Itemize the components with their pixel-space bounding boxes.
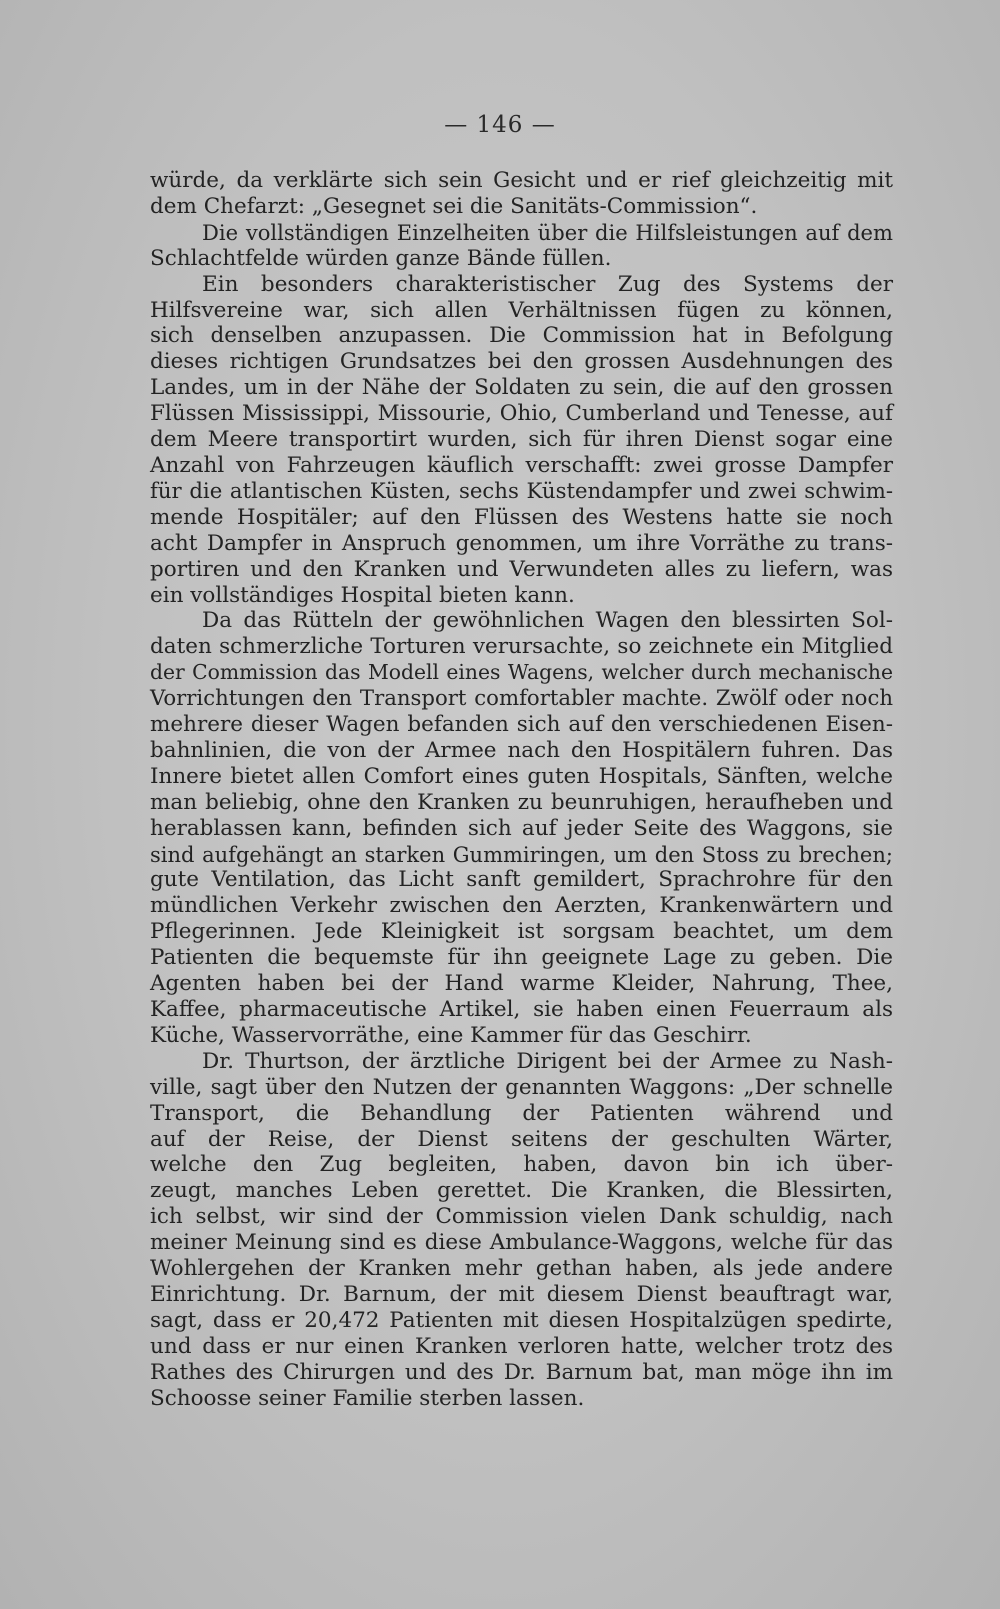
- text-line: herablassen kann, befinden sich auf jeder Seite des Waggons, sie: [150, 815, 893, 841]
- text-line: sind aufgehängt an starken Gummiringen, um den Stoss zu brechen;: [150, 841, 893, 867]
- text-line: welche den Zug begleiten, haben, davon bin ich über-: [150, 1152, 893, 1178]
- text-line: Innere bietet allen Comfort eines guten Hospitals, Sänften, welche: [150, 763, 893, 789]
- text-line: sich denselben anzupassen. Die Commission hat in Befolgung: [150, 323, 893, 349]
- text-line: mende Hospitäler; auf den Flüssen des Westens hatte sie noch: [150, 504, 893, 530]
- text-line: ich selbst, wir sind der Commission vielen Dank schuldig, nach: [150, 1204, 893, 1230]
- text-line: man beliebig, ohne den Kranken zu beunruhigen, heraufheben und: [150, 789, 893, 815]
- text-line: Ein besonders charakteristischer Zug des Systems der: [202, 271, 893, 297]
- text-line: zeugt, manches Leben gerettet. Die Kranken, die Blessirten,: [150, 1178, 893, 1204]
- text-line: Schoosse seiner Familie sterben lassen.: [150, 1385, 585, 1411]
- text-line: Agenten haben bei der Hand warme Kleider, Nahrung, Thee,: [150, 971, 893, 997]
- text-line: Kaffee, pharmaceutische Artikel, sie haben einen Feuerraum als: [150, 997, 893, 1022]
- text-line: Schlachtfelde würden ganze Bände füllen.: [150, 245, 612, 271]
- text-line: Da das Rütteln der gewöhnlichen Wagen den blessirten Sol-: [202, 608, 893, 634]
- text-line: Flüssen Mississippi, Missourie, Ohio, Cumberland und Tenesse, auf: [150, 401, 893, 427]
- text-line: mündlichen Verkehr zwischen den Aerzten, Krankenwärtern und: [150, 893, 893, 919]
- text-line: ein vollständiges Hospital bieten kann.: [150, 582, 575, 608]
- text-line: Einrichtung. Dr. Barnum, der mit diesem Dienst beauftragt war,: [150, 1281, 893, 1307]
- text-line: Transport, die Behandlung der Patienten während und: [150, 1100, 893, 1126]
- text-line: portiren und den Kranken und Verwundeten alles zu liefern, was: [150, 556, 893, 582]
- page-number: — 146 —: [444, 112, 556, 138]
- text-line: Patienten die bequemste für ihn geeignete Lage zu geben. Die: [150, 945, 893, 971]
- text-line: und dass er nur einen Kranken verloren hatte, welcher trotz des: [150, 1333, 893, 1359]
- text-line: für die atlantischen Küsten, sechs Küstendampfer und zwei schwim-: [150, 478, 893, 504]
- text-line: dem Chefarzt: „Gesegnet sei die Sanitäts-Commission“.: [150, 193, 758, 219]
- text-line: Anzahl von Fahrzeugen käuflich verschafft: zwei grosse Dampfer: [150, 452, 893, 478]
- text-line: der Commission das Modell eines Wagens, welcher durch mechanische: [150, 660, 893, 685]
- text-line: bahnlinien, die von der Armee nach den Hospitälern fuhren. Das: [150, 737, 893, 763]
- text-line: dem Meere transportirt wurden, sich für ihren Dienst sogar eine: [150, 427, 893, 453]
- text-line: Vorrichtungen den Transport comfortabler machte. Zwölf oder noch: [150, 686, 893, 712]
- text-line: ville, sagt über den Nutzen der genannten Waggons: „Der schnelle: [150, 1074, 893, 1100]
- text-line: Rathes des Chirurgen und des Dr. Barnum bat, man möge ihn im: [150, 1359, 893, 1385]
- text-line: Landes, um in der Nähe der Soldaten zu sein, die auf den grossen: [150, 375, 893, 401]
- text-line: Dr. Thurtson, der ärztliche Dirigent bei der Armee zu Nash-: [202, 1048, 893, 1074]
- text-line: acht Dampfer in Anspruch genommen, um ihre Vorräthe zu trans-: [150, 530, 893, 556]
- text-line: sagt, dass er 20,472 Patienten mit diesen Hospitalzügen spedirte,: [150, 1307, 893, 1333]
- text-line: auf der Reise, der Dienst seitens der geschulten Wärter,: [150, 1126, 893, 1152]
- text-line: würde, da verklärte sich sein Gesicht und er rief gleichzeitig mit: [150, 168, 893, 193]
- text-line: Hilfsvereine war, sich allen Verhältnissen fügen zu können,: [150, 297, 893, 323]
- text-line: Wohlergehen der Kranken mehr gethan haben, als jede andere: [150, 1256, 893, 1282]
- body-text: [150, 168, 893, 1412]
- text-line: Pflegerinnen. Jede Kleinigkeit ist sorgsam beachtet, um dem: [150, 919, 893, 945]
- text-line: meiner Meinung sind es diese Ambulance-Waggons, welche für das: [150, 1230, 893, 1256]
- text-line: gute Ventilation, das Licht sanft gemildert, Sprachrohre für den: [150, 867, 893, 893]
- text-line: mehrere dieser Wagen befanden sich auf den verschiedenen Eisen-: [150, 712, 893, 738]
- text-line: dieses richtigen Grundsatzes bei den grossen Ausdehnungen des: [150, 349, 893, 375]
- text-line: Küche, Wasservorräthe, eine Kammer für das Geschirr.: [150, 1022, 752, 1048]
- text-line: daten schmerzliche Torturen verursachte, so zeichnete ein Mitglied: [150, 634, 893, 660]
- text-line: Die vollständigen Einzelheiten über die Hilfsleistungen auf dem: [202, 219, 893, 245]
